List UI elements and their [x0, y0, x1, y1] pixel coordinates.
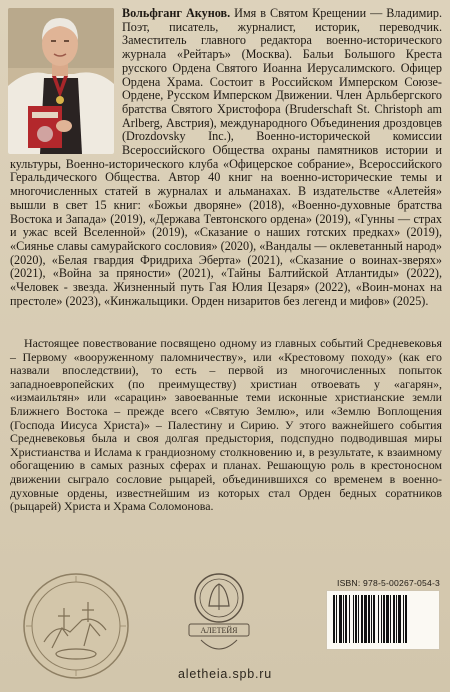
isbn-label: ISBN: 978-5-00267-054-3	[336, 578, 440, 588]
author-bio	[10, 7, 442, 308]
publisher-url: aletheia.spb.ru	[177, 667, 272, 681]
author-name: Вольфганг Акунов.	[122, 6, 231, 20]
publisher-logo	[181, 566, 257, 662]
isbn-barcode	[326, 590, 440, 650]
crusader-medallion-image	[22, 572, 130, 680]
book-description: Настоящее повествование посвящено одному из главных событий Средневековья – Первому «вооруженному паломничеству», или «Крестовому походу» (как его назвали впоследствии), то есть – первой из многочисленных попыток западноевропейских (по преимуществу) христиан отвоевать у «агарян», «измаильтян» или «сарацин» завоеванные теми исконные христианские земли Ближнего Востока – прежде всего «Святую Землю», или «Землю Воплощения (Господа Иисуса Христа)» – Палестину и Сирию. У этого важнейшего события Средневековья была и своя долгая предыстория, подспудно подводившая миры Христианства и Ислама к грандиозному столкновению и, в результате, к взаимному обогащению в самых разных сферах и планах. Решающую роль в крестоносном движении сыграло сословие рыцарей, объединившихся со временем в военно-духовные ордены, известнейшим из которых стал Орден бедных соратников (рыцарей) Христа и Храма Соломонова.	[10, 336, 442, 514]
author-bio-text: Имя в Святом Крещении — Владимир. Поэт, писатель, журналист, историк, переводчик. Заместитель главного редактора военно-исторического журнала «Рейтаръ» (Москва). Бальи Большого Креста русского Ордена Святого Иоанна Иерусалимского. Офицер Ордена Храма. Состоит в Российском Имперском Союзе-Ордене, Русском Имперском Движении. Член Арльбергского братства Святого Христофора (Bruderschaft St. Christoph am Arlberg, Австрия), международного Объединения дроздовцев (Drozdovsky Inc.), Военно-исторической комиссии Всероссийского Общества охраны памятников истории и культуры, Военно-исторического клуба «Офицерское собрание», Всероссийского Геральдического Общества. Автор 40 книг на военно-исторические темы и многочисленных статей в журналах и альманахах. В издательстве «Алетейя» вышли в свет 15 книг: «Божьи дворяне» (2018), «Военно-духовные братства Востока и Запада» (2019), «Держава Тевтонского ордена» (2019), «Гунны — страх и ужас всей Вселенной» (2019), «Сказание о наших готских предках» (2019), «Сиянье славы самурайского сословия» (2020), «Вандалы — оклеветанный народ» (2020), «Белая гвардия Фридриха Эберта» (2021), «Сказание о воинах-зверях» (2021), «Война за пряности» (2021), «Тайны Балтийской Атлантиды» (2022), «Человек - звезда. Жизненный путь Гая Юлия Цезаря» (2022), «Воин-монах на престоле» (2023), «Кинжальщики. Орден низаритов без легенд и мифов» (2025).	[10, 6, 442, 308]
publisher-logo-text: АЛЕТЕЙЯ	[200, 626, 238, 635]
